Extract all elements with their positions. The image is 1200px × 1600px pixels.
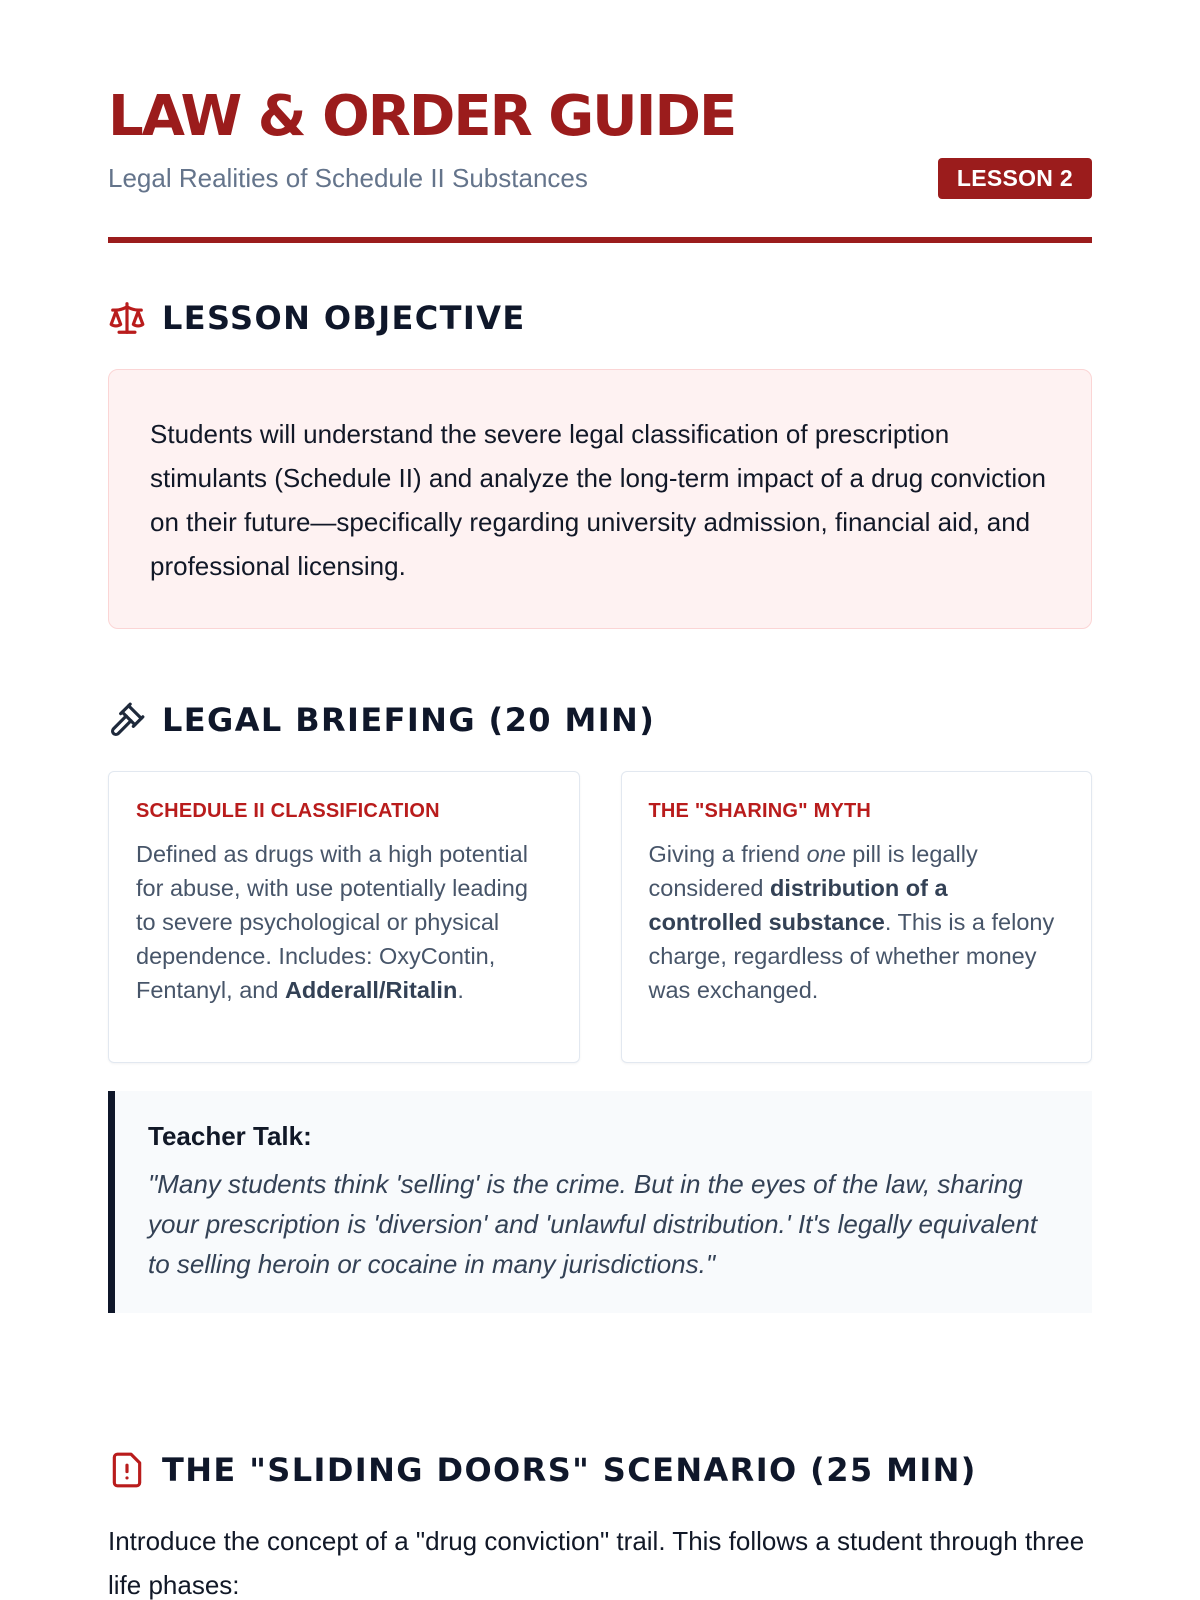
briefing-title: LEGAL BRIEFING (20 MIN) (162, 701, 656, 739)
page-subtitle: Legal Realities of Schedule II Substances (108, 163, 588, 193)
scenario-heading (108, 1451, 1092, 1489)
card-title: SCHEDULE II CLASSIFICATION (136, 800, 440, 822)
card-title: THE "SHARING" MYTH (648, 800, 872, 822)
briefing-section (108, 701, 1092, 1313)
teacher-talk-label: Teacher Talk: (148, 1121, 312, 1151)
scenario-intro: Introduce the concept of a "drug conviction" trail. This follows a student through three life phases: (108, 1526, 1085, 1600)
card-body-text: Giving a friend (648, 841, 807, 867)
card-body-text: . This is a felony charge, regardless of whether money was exchanged. (648, 909, 1055, 1003)
alert-file-icon (108, 1451, 146, 1489)
gavel-icon (108, 701, 146, 739)
objective-title: LESSON OBJECTIVE (162, 299, 526, 337)
card-body (136, 837, 552, 1007)
scenario-title: THE "SLIDING DOORS" SCENARIO (25 MIN) (162, 1451, 977, 1489)
briefing-cards (108, 771, 1092, 1063)
lesson-badge: LESSON 2 (938, 158, 1092, 199)
card-body-bold: Adderall/Ritalin (284, 977, 458, 1003)
card-schedule-ii (108, 771, 580, 1063)
scale-icon (108, 299, 146, 337)
teacher-talk-quote: "Many students think 'selling' is the crime. But in the eyes of the law, sharing your prescription is 'diversion' and 'unlawful distribution.' It's legally equivalent to selling heroin or cocaine in many jurisdictions." (148, 1169, 1038, 1279)
page-header (108, 0, 1092, 243)
objective-text: Students will understand the severe legal classification of prescription stimulants (Schedule II) and analyze the long-term impact of a drug conviction on their future—specifically regarding university admission, financial aid, and professional licensing. (150, 419, 1047, 581)
page-title: LAW & ORDER GUIDE (108, 84, 736, 149)
objective-heading (108, 299, 1092, 337)
card-body-text: pill is legally considered (648, 841, 978, 901)
card-body-text: . (457, 977, 464, 1003)
card-body (649, 837, 1065, 1007)
teacher-talk-callout (108, 1091, 1092, 1313)
card-body-emphasis: one (806, 841, 846, 867)
objective-section (108, 299, 1092, 629)
card-body-text: Defined as drugs with a high potential for abuse, with use potentially leading to severe psychological or physical dependence. Includes: OxyContin, Fentanyl, and (136, 841, 528, 1003)
card-sharing-myth (621, 771, 1093, 1063)
objective-box (108, 369, 1092, 629)
card-body-bold: distribution of a controlled substance (648, 875, 948, 935)
scenario-section (108, 1451, 1092, 1600)
header-divider (108, 237, 1092, 243)
subtitle-row (108, 158, 1092, 199)
briefing-heading (108, 701, 1092, 739)
